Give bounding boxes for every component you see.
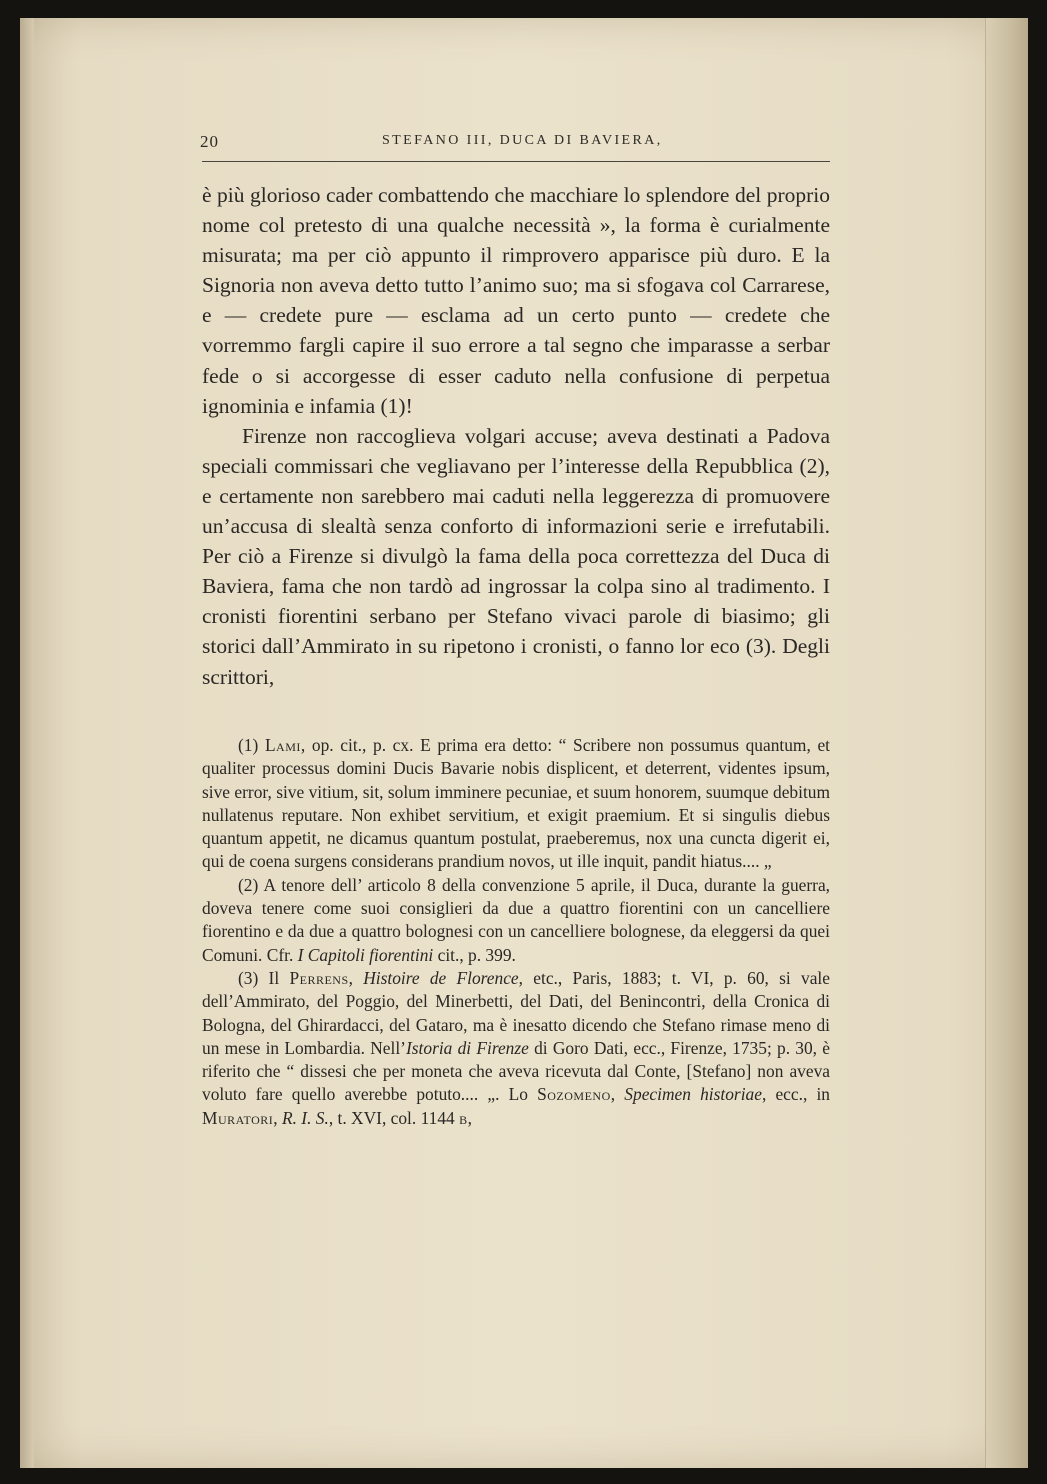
- footnote-3-title-2: Istoria di Firenze: [405, 1037, 529, 1058]
- paragraph-1: è più glorioso cader combattendo che macchiare lo splendore del proprio nome col pretesto di una qualche necessità », la forma è curialmente misurata; ma per ciò appunto il rimprovero apparisce più duro. E la Signoria non aveva detto tutto l’animo suo; ma si sfogava col Carrarese, e — credete pure — esclama ad un certo punto — credete che vorremmo fargli capire il suo errore a tal segno che imparasse a serbar fede o si accorgesse di esser caduto nella confusione di perpetua ignominia e infamia (1)!: [202, 183, 830, 418]
- main-text: [202, 180, 830, 692]
- footnote-3-text-c: , etc., Paris, 1883; t. VI, p. 60, si vale dell’Ammirato, del Poggio, del Minerbetti, del Dati, del Benincontri, della Cronica di Bologna, del Ghirardacci, del Gataro, ma è inesatto dicendo che Stefano rimase meno di un mese in Lombardia. Nell’: [202, 967, 830, 1058]
- footnote-2-marker: (2): [238, 874, 259, 895]
- footnote-3-text-f: , ecc., in: [761, 1084, 831, 1105]
- footnote-3-title-3: Specimen historiae: [624, 1084, 762, 1105]
- page-binding-edge: [20, 18, 34, 1468]
- footnote-3-text-b: ,: [348, 967, 364, 988]
- footnotes: [202, 734, 830, 1130]
- page-number: 20: [200, 132, 219, 151]
- footnote-1-text: , op. cit., p. cx. E prima era detto: “ Scribere non possumus quantum, et qualiter processus domini Ducis Bavarie nobis displicent, et deterrent, videntes ipsum, sive error, sive vitium, sit, solum imminere pecuniae, et suum honorem, suumque debitum nullatenus reputare. Non exhibet servitium, et exigit praemium. Et si singulis diebus quantum appetit, ne dicamus quantum postulat, praeberemus, nox una cuncta digerit ei, qui de coena surgens considerans prandium novos, ut ille inquit, pandit hiatus.... „: [202, 735, 830, 872]
- footnote-2-title: I Capitoli fiorentini: [297, 944, 434, 965]
- footnote-3-author-1: Perrens: [289, 967, 349, 988]
- footnote-3-title-1: Histoire de Florence: [363, 967, 519, 988]
- footnote-3: [202, 967, 830, 1130]
- header-rule: [202, 161, 830, 162]
- footnote-3-title-4: R. I. S.: [281, 1107, 329, 1128]
- next-page-edge: [985, 18, 1028, 1468]
- footnote-3-marker: (3): [238, 967, 259, 988]
- footnote-3-text-e: ,: [610, 1084, 625, 1105]
- footnote-2: [202, 874, 830, 967]
- footnote-3-text-a: Il: [268, 967, 290, 988]
- footnote-1: [202, 734, 830, 874]
- footnote-3-author-2: Sozomeno: [537, 1084, 611, 1105]
- footnote-3-text-g: ,: [273, 1107, 282, 1128]
- footnote-3-suffix: b,: [459, 1107, 473, 1128]
- footnote-2-text-a: A tenore dell’ articolo 8 della convenzione 5 aprile, il Duca, durante la guerra, doveva tenere come suoi consiglieri da due a quattro fiorentini con un cancelliere fiorentino e da due a quattro bolognesi con un cancelliere bolognese, da eleggersi da quei Comuni. Cfr.: [202, 874, 831, 965]
- paragraph-2: Firenze non raccoglieva volgari accuse; aveva destinati a Padova speciali commissari che vegliavano per l’interesse della Repubblica (2), e certamente non sarebbero mai caduti nella leggerezza di promuovere un’accusa di slealtà senza conforto di informazioni serie e irrefutabili. Per ciò a Firenze si divulgò la fama della poca correttezza del Duca di Baviera, fama che non tardò ad ingrossar la colpa sino al tradimento. I cronisti fiorentini serbano per Stefano vivaci parole di biasimo; gli storici dall’Ammirato in su ripetono i cronisti, o fanno lor eco (3). Degli scrittori,: [202, 423, 830, 689]
- footnote-2-text-b: cit., p. 399.: [433, 944, 516, 965]
- footnote-3-author-3: Muratori: [202, 1107, 274, 1128]
- running-head: STEFANO III, DUCA DI BAVIERA,: [382, 133, 663, 148]
- footnote-1-author: Lami: [264, 735, 301, 755]
- footnote-3-text-d: di Goro Dati, ecc., Firenze, 1735; p. 30, è riferito che “ dissesi che per moneta che aveva ricevuta dal Conte, [Stefano] non aveva voluto fare quello averebbe potuto.... „. Lo: [202, 1037, 830, 1105]
- footnote-1-marker: (1): [238, 735, 259, 755]
- footnote-3-text-h: , t. XVI, col. 1144: [328, 1107, 460, 1128]
- page-header: [200, 128, 830, 158]
